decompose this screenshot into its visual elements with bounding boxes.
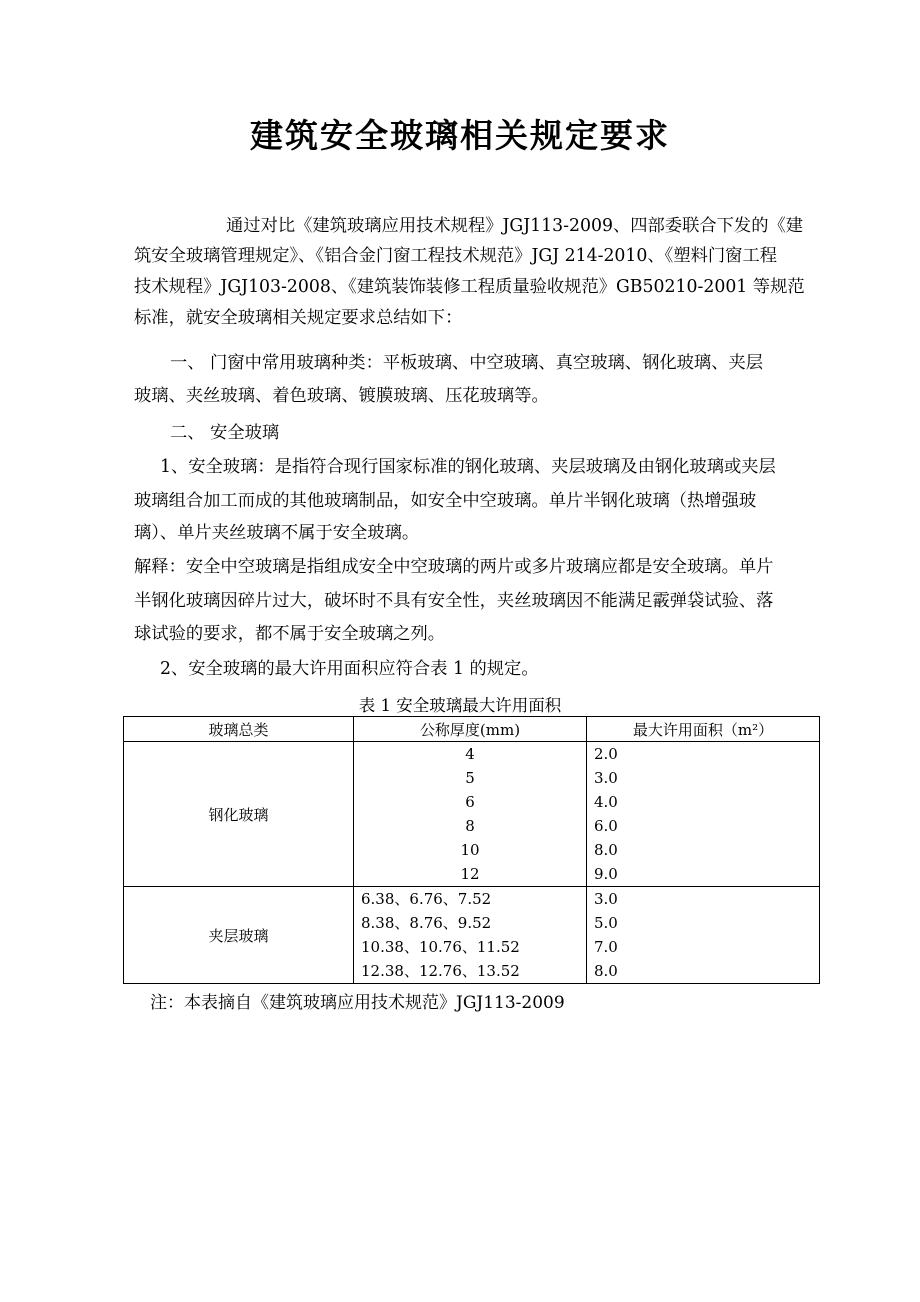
category-laminated: 夹层玻璃 xyxy=(124,887,354,984)
table-header-row xyxy=(124,717,820,742)
max-area-table xyxy=(123,716,820,984)
thickness-value: 10.38、10.76、11.52 xyxy=(361,938,520,956)
category-tempered: 钢化玻璃 xyxy=(124,742,354,887)
thickness-value: 6.38、6.76、7.52 xyxy=(361,890,492,908)
area-value: 8.0 xyxy=(594,962,618,980)
header-thickness: 公称厚度(mm) xyxy=(354,717,587,742)
area-value: 6.0 xyxy=(594,817,618,835)
section2-heading: 二、 安全玻璃 xyxy=(170,423,280,443)
area-value: 9.0 xyxy=(594,865,618,883)
area-value: 4.0 xyxy=(594,793,618,811)
page-title: 建筑安全玻璃相关规定要求 xyxy=(250,116,670,155)
section1-line: 一、 门窗中常用玻璃种类：平板玻璃、中空玻璃、真空玻璃、钢化玻璃、夹层 xyxy=(170,353,764,373)
explanation-line: 解释：安全中空玻璃是指组成安全中空玻璃的两片或多片玻璃应都是安全玻璃。单片 xyxy=(134,557,774,577)
area-value: 8.0 xyxy=(594,841,618,859)
item1-line: 璃）、单片夹丝玻璃不属于安全玻璃。 xyxy=(134,523,420,543)
thickness-value: 8.38、8.76、9.52 xyxy=(361,914,492,932)
header-max-area: 最大许用面积（m²） xyxy=(587,717,820,742)
area-cell xyxy=(587,887,820,984)
thickness-value: 5 xyxy=(465,769,475,787)
header-glass-type: 玻璃总类 xyxy=(124,717,354,742)
thickness-value: 4 xyxy=(465,745,475,763)
item1-line: 玻璃组合加工而成的其他玻璃制品，如安全中空玻璃。单片半钢化玻璃（热增强玻 xyxy=(134,491,757,511)
thickness-cell xyxy=(354,742,587,887)
table-caption: 表 1 安全玻璃最大许用面积 xyxy=(358,696,562,715)
thickness-value: 10 xyxy=(460,841,480,859)
area-value: 3.0 xyxy=(594,890,618,908)
item1-line: 1、安全玻璃：是指符合现行国家标准的钢化玻璃、夹层玻璃及由钢化玻璃或夹层 xyxy=(160,457,776,477)
item2-line: 2、安全玻璃的最大许用面积应符合表 1 的规定。 xyxy=(160,659,539,679)
area-value: 3.0 xyxy=(594,769,618,787)
explanation-line: 半钢化玻璃因碎片过大，破坏时不具有安全性，夹丝玻璃因不能满足霰弹袋试验、落 xyxy=(134,591,774,611)
intro-line: 筑安全玻璃管理规定》、《铝合金门窗工程技术规范》JGJ 214-2010、《塑料门窗工程 xyxy=(134,246,778,266)
area-value: 2.0 xyxy=(594,745,618,763)
table-row xyxy=(124,742,820,887)
explanation-line: 球试验的要求，都不属于安全玻璃之列。 xyxy=(134,624,446,644)
thickness-value: 12 xyxy=(460,865,480,883)
table-row xyxy=(124,887,820,984)
area-cell xyxy=(587,742,820,887)
table-note: 注：本表摘自《建筑玻璃应用技术规范》JGJ113-2009 xyxy=(150,993,565,1013)
intro-line: 通过对比《建筑玻璃应用技术规程》JGJ113-2009、四部委联合下发的《建 xyxy=(226,216,804,236)
section1-line: 玻璃、夹丝玻璃、着色玻璃、镀膜玻璃、压花玻璃等。 xyxy=(134,386,549,406)
thickness-value: 12.38、12.76、13.52 xyxy=(361,962,520,980)
intro-line: 技术规程》JGJ103-2008、《建筑装饰装修工程质量验收规范》GB50210-2001 等规范 xyxy=(134,277,805,297)
thickness-value: 6 xyxy=(465,793,475,811)
thickness-cell xyxy=(354,887,587,984)
thickness-value: 8 xyxy=(465,817,475,835)
area-value: 5.0 xyxy=(594,914,618,932)
intro-line: 标准，就安全玻璃相关规定要求总结如下： xyxy=(134,308,463,328)
area-value: 7.0 xyxy=(594,938,618,956)
